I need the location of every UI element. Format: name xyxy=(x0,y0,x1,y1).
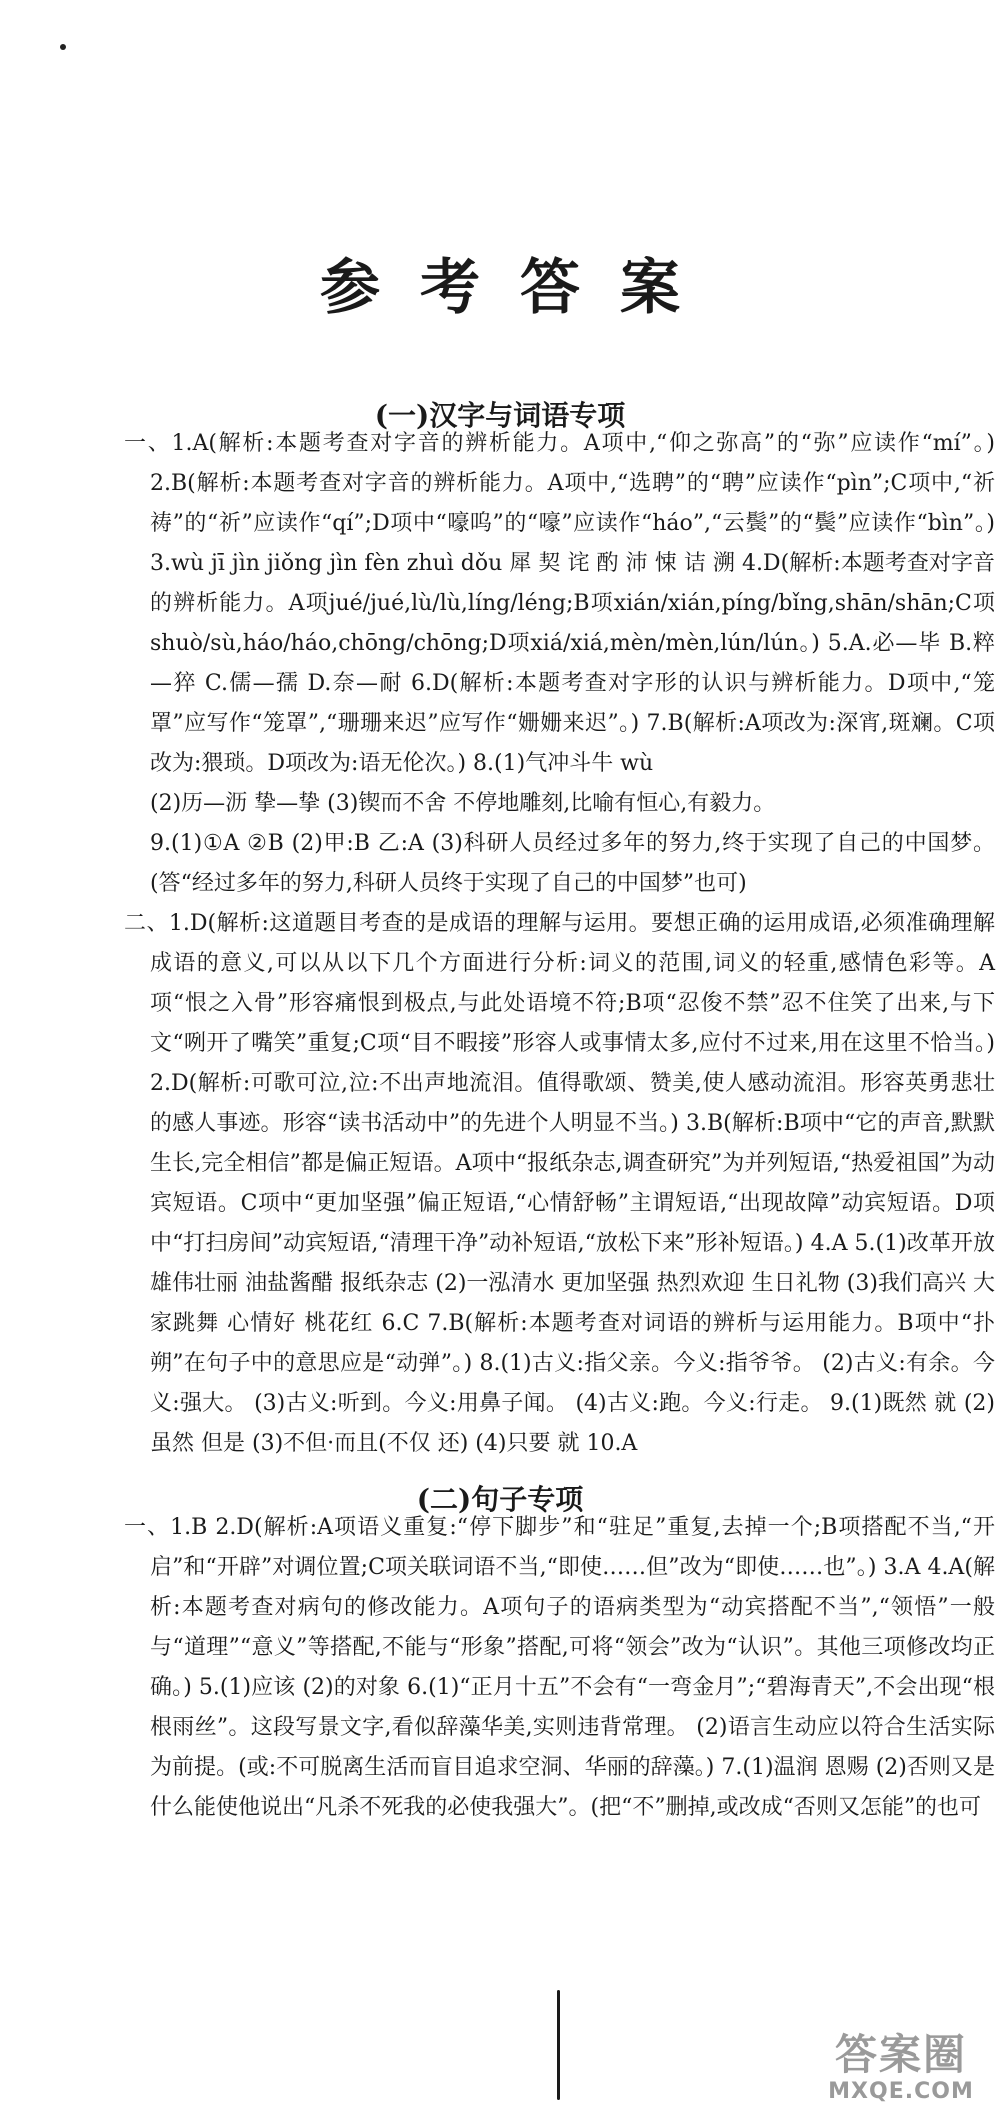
vertical-bar xyxy=(557,1990,560,2100)
watermark-url: MXQE.COM xyxy=(828,2079,974,2104)
answer-paragraph: 二、1.D(解析:这道题目考查的是成语的理解与运用。要想正确的运用成语,必须准确理解成语的意义,可以从以下几个方面进行分析:词义的范围,词义的轻重,感情色彩等。A项“恨之入骨”形容痛恨到极点,与此处语境不符;B项“忍俊不禁”忍不住笑了出来,与下文“咧开了嘴笑”重复;C项“目不暇接”形容人或事情太多,应付不过来,用在这里不恰当。) 2.D(解析:可歌可泣,泣:不出声地流泪。值得歌颂、赞美,使人感动流泪。形容英勇悲壮的感人事迹。形容“读书活动中”的先进个人明显不当。) 3.B(解析:B项中“它的声音,默默生长,完全相信”都是偏正短语。A项中“报纸杂志,调查研究”为并列短语,“热爱祖国”为动宾短语。C项中“更加坚强”偏正短语,“心情舒畅”主谓短语,“出现故障”动宾短语。D项中“打扫房间”动宾短语,“清理干净”动补短语,“放松下来”形补短语。) 4.A 5.(1)改革开放 雄伟壮丽 油盐酱醋 报纸杂志 (2)一泓清水 更加坚强 热烈欢迎 生日礼物 (3)我们高兴 大家跳舞 心情好 桃花红 6.C 7.B(解析:本题考查对词语的辨析与运用能力。B项中“扑朔”在句子中的意思应是“动弹”。) 8.(1)古义:指父亲。今义:指爷爷。 (2)古义:有余。今义:强大。 (3)古义:听到。今义:用鼻子闻。 (4)古义:跑。今义:行走。 9.(1)既然 就 (2)虽然 但是 (3)不但·而且(不仅 还) (4)只要 就 10.A xyxy=(124,911,995,1456)
answer-paragraph: (2)历—沥 挚—挚 (3)锲而不舍 不停地雕刻,比喻有恒心,有毅力。 xyxy=(150,791,776,816)
answer-paragraph: 一、1.A(解析:本题考查对字音的辨析能力。A项中,“仰之弥高”的“弥”应读作“mí”。) 2.B(解析:本题考查对字音的辨析能力。A项中,“选聘”的“聘”应读作“pìn”;C项中,“祈祷”的“祈”应读作“qí”;D项中“嚎呜”的“嚎”应读作“háo”,“云鬓”的“鬓”应读作“bìn”。) 3.wù jī jìn jiǒng jìn fèn zhuì dǒu 犀 契 诧 酌 沛 悚 诘 溯 4.D(解析:本题考查对字音的辨析能力。A项jué/jué,lù/lù,líng/léng;B项xián/xián,píng/bǐng,shān/shān;C项shuò/sù,háo/háo,chōng/chōng;D项xiá/xiá,mèn/mèn,lún/lún。) 5.A.必—毕 B.粹—猝 C.儒—孺 D.奈—耐 6.D(解析:本题考查对字形的认识与辨析能力。D项中,“笼罩”应写作“笼罩”,“珊珊来迟”应写作“姗姗来迟”。) 7.B(解析:A项改为:深宵,斑斓。C项改为:猥琐。D项改为:语无伦次。) 8.(1)气冲斗牛 wù xyxy=(124,431,995,776)
section-body-sentences xyxy=(124,1508,995,1828)
corner-dot xyxy=(60,44,66,50)
section-heading-characters-words: (一)汉字与词语专项 xyxy=(374,399,626,432)
section-body-characters-words xyxy=(124,424,995,1464)
answer-paragraph: 一、1.B 2.D(解析:A项语义重复:“停下脚步”和“驻足”重复,去掉一个;B项搭配不当,“开启”和“开辟”对调位置;C项关联词语不当,“即使……但”改为“即使……也”。) 3.A 4.A(解析:本题考查对病句的修改能力。A项句子的语病类型为“动宾搭配不当”,“领悟”一般与“道理”“意义”等搭配,不能与“形象”搭配,可将“领会”改为“认识”。其他三项修改均正确。) 5.(1)应该 (2)的对象 6.(1)“正月十五”不会有“一弯金月”;“碧海青天”,不会出现“根根雨丝”。这段写景文字,看似辞藻华美,实则违背常理。 (2)语言生动应以符合生活实际为前提。(或:不可脱离生活而盲目追求空洞、华丽的辞藻。) 7.(1)温润 恩赐 (2)否则又是什么能使他说出“凡杀不死我的必使我强大”。(把“不”删掉,或改成“否则又怎能”的也可 xyxy=(124,1515,995,1820)
page-title: 参考答案 xyxy=(320,253,720,323)
answer-paragraph: 9.(1)①A ②B (2)甲:B 乙:A (3)科研人员经过多年的努力,终于实现了自己的中国梦。(答“经过多年的努力,科研人员终于实现了自己的中国梦”也可) xyxy=(150,831,995,896)
section-heading-sentences: (二)句子专项 xyxy=(416,1483,584,1516)
watermark-logo xyxy=(816,2030,986,2108)
watermark-logo-text: 答案圈 xyxy=(834,2030,967,2079)
